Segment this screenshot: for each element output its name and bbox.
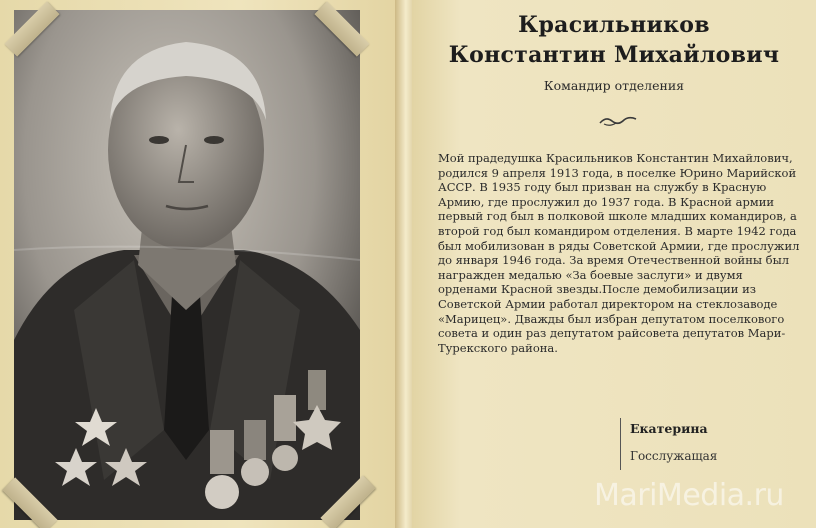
author-role: Госслужащая [630,449,718,463]
portrait-photo [14,10,360,520]
divider-ornament-icon [598,114,638,128]
watermark-text: MariMedia.ru [594,478,784,513]
author-signature [620,418,717,470]
veteran-given-names: Константин Михайлович [448,42,780,68]
author-name: Екатерина [630,421,708,436]
veteran-name [412,10,816,70]
biography-text: Мой прадедушка Красильников Константин Михайлович, родился 9 апреля 1913 года, в поселке Юрино Марийской АССР. В 1935 году был призван на службу в Красную Армию, где прослужил до 1937 года. В Красной армии первый год был в полковой школе младших командиров, а второй год был командиром отделения. В марте 1942 года был мобилизован в ряды Советской Армии, где прослужил до января 1946 года. За время Отечественной войны был награжден медалью «За боевые заслуги» и двумя орденами Красной звезды.После демобилизации из Советской Армии работал директором на стеклозаводе «Марицец». Дважды был избран депутатом поселкового совета и один раз депутатом райсовета депутатов Мари-Турекского района. [438,151,800,355]
veteran-rank: Командир отделения [543,78,685,93]
veteran-surname: Красильников [518,12,710,38]
